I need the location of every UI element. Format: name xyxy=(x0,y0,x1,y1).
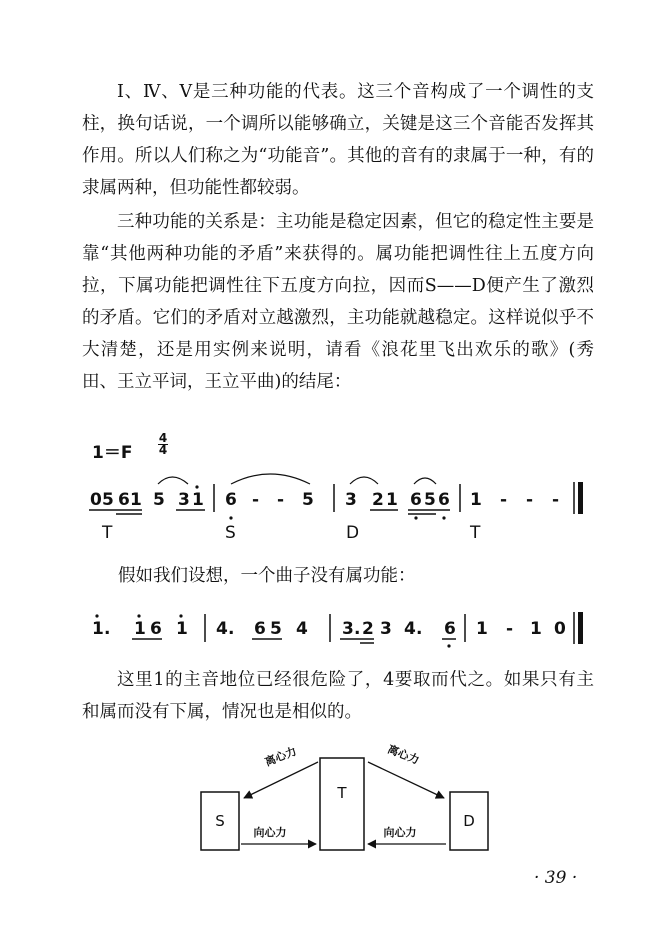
d-label: D xyxy=(463,812,475,830)
note: 3 xyxy=(380,619,392,639)
paragraph-tonic-endangered: 这里1的主音地位已经很危险了，4要取而代之。如果只有主和属而没有下属，情况也是相似的。 xyxy=(82,670,594,722)
note: - xyxy=(526,490,534,510)
note: 1 xyxy=(386,490,398,510)
meter-top: 4 xyxy=(158,431,168,445)
note: 0 xyxy=(554,619,566,639)
function-force-diagram xyxy=(0,740,655,860)
note: - xyxy=(252,490,260,510)
note: 3 xyxy=(178,490,190,510)
tonic-box xyxy=(320,758,364,850)
note: - xyxy=(552,490,560,510)
function-label: S xyxy=(225,523,236,543)
note: 1 xyxy=(470,490,482,510)
centripetal-label-right: 向心力 xyxy=(383,826,417,839)
note: - xyxy=(277,490,285,510)
note: - xyxy=(506,619,514,639)
note: 1 xyxy=(530,619,542,639)
page-number: · 39 · xyxy=(534,868,578,888)
centripetal-label-left: 向心力 xyxy=(253,826,287,839)
note: 6 xyxy=(150,619,162,639)
note: . xyxy=(228,619,235,639)
note: 5 xyxy=(270,619,282,639)
note: 1 xyxy=(134,619,146,639)
note: 6 xyxy=(254,619,266,639)
centrifugal-label-right: 离心力 xyxy=(385,742,422,767)
score-example-1 xyxy=(0,460,655,550)
function-label: T xyxy=(470,523,481,543)
note: - xyxy=(500,490,508,510)
t-label: T xyxy=(337,784,347,802)
note: 6 xyxy=(438,490,450,510)
note: 5 xyxy=(153,490,165,510)
note: 3 xyxy=(342,619,354,639)
note: 4 xyxy=(296,619,308,639)
score-example-2 xyxy=(0,600,655,650)
paragraph-no-dominant: 假如我们设想，一个曲子没有属功能： xyxy=(118,566,416,586)
paragraph-functional-tones: Ⅰ、Ⅳ、Ⅴ是三种功能的代表。这三个音构成了一个调性的支柱，换句话说，一个调所以能够确立，关键是这三个音能否发挥其作用。所以人们称之为“功能音”。其他的音有的隶属于一种，有的隶属两种，但功能性都较弱。 xyxy=(82,82,594,198)
note: 4 xyxy=(216,619,228,639)
note: 5 xyxy=(102,490,114,510)
note: 1 xyxy=(176,619,188,639)
paragraph-function-relations: 三种功能的关系是：主功能是稳定因素，但它的稳定性主要是靠“其他两种功能的矛盾”来获得的。属功能把调性往上五度方向拉，下属功能把调性往下五度方向拉，因而S——D便产生了激烈的矛盾。它们的矛盾对立越激烈，主功能就越稳定。这样说似乎不大清楚，还是用实例来说明，请看《浪花里飞出欢乐的歌》(秀田、王立平词，王立平曲)的结尾： xyxy=(82,212,594,392)
function-label: D xyxy=(346,523,360,543)
note: 3 xyxy=(345,490,357,510)
s-label: S xyxy=(215,812,225,830)
note: 0 xyxy=(90,490,102,510)
key-signature: 1＝F xyxy=(92,443,133,463)
time-signature xyxy=(158,433,168,456)
note: 2 xyxy=(372,490,384,510)
note: 5 xyxy=(302,490,314,510)
note: 1 xyxy=(192,490,204,510)
note: 1 xyxy=(130,490,142,510)
note: 6 xyxy=(410,490,422,510)
centrifugal-arrow-right xyxy=(368,762,444,798)
note: . xyxy=(104,619,111,639)
note: 6 xyxy=(118,490,130,510)
function-label: T xyxy=(102,523,113,543)
note: 6 xyxy=(444,619,456,639)
note: 6 xyxy=(225,490,237,510)
note: . xyxy=(416,619,423,639)
note: 1 xyxy=(92,619,104,639)
note: 5 xyxy=(424,490,436,510)
note: 4 xyxy=(404,619,416,639)
note: 1 xyxy=(476,619,488,639)
centrifugal-label-left: 离心力 xyxy=(262,744,299,769)
note: . xyxy=(354,619,361,639)
meter-bottom: 4 xyxy=(158,443,168,457)
centrifugal-arrow-left xyxy=(244,762,318,798)
note: 2 xyxy=(362,619,374,639)
